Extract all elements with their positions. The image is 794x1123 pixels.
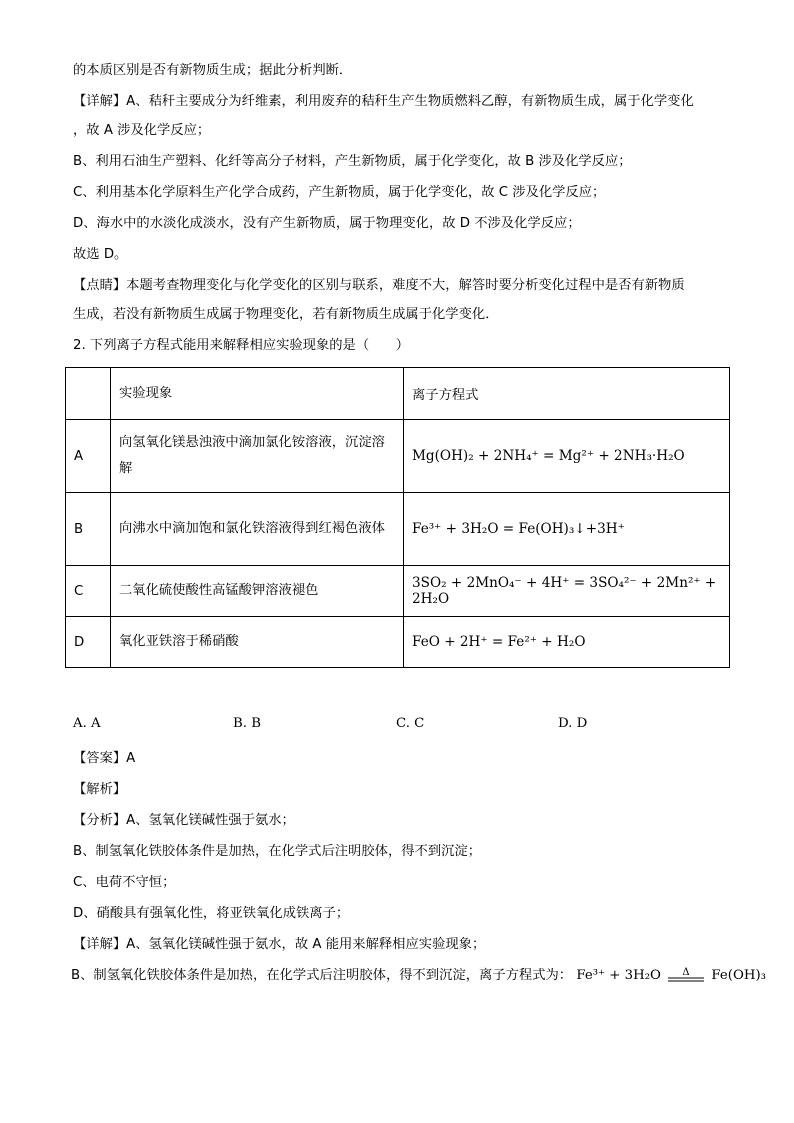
analysis-line: 【分析】A、氢氧化镁碱性强于氨水； [73,813,295,828]
option-b: B. B [233,716,261,731]
equation-lhs: Fe³⁺ + 3H₂O [576,968,661,983]
row-phenomenon: 二氧化硫使酸性高锰酸钾溶液褪色 [111,566,404,617]
document-page [71,62,766,998]
row-label: C [66,566,111,617]
question-title: 2. 下列离子方程式能用来解释相应实验现象的是（ ） [73,338,410,353]
option-a: A. A [73,716,101,731]
double-line-arrow-icon [667,967,705,983]
row-label: A [66,420,111,493]
table-header-cell: 离子方程式 [404,368,730,420]
text-line: B、利用石油生产塑料、化纤等高分子材料，产生新物质，属于化学变化，故 B 涉及化学反应； [73,154,632,169]
text-line: 【详解】A、秸秆主要成分为纤维素，利用废弃的秸秆生产生物质燃料乙醇，有新物质生成，属于化学变化 [73,94,694,109]
row-equation: Mg(OH)₂ + 2NH₄⁺ = Mg²⁺ + 2NH₃·H₂O [404,420,730,493]
table-row [66,566,730,617]
text-line: D、海水中的水淡化成淡水，没有产生新物质，属于物理变化，故 D 不涉及化学反应； [73,216,581,231]
analysis-line: 【详解】A、氢氧化镁碱性强于氨水，故 A 能用来解释相应实验现象； [73,937,486,952]
option-d: D. D [558,716,588,731]
row-phenomenon: 向氢氧化镁悬浊液中滴加氯化铵溶液，沉淀溶解 [111,420,404,493]
text-line: 的本质区别是否有新物质生成；据此分析判断． [73,63,353,78]
analysis-line: C、电荷不守恒； [73,875,176,890]
row-phenomenon: 氧化亚铁溶于稀硝酸 [111,617,404,668]
analysis-text: B、制氢氧化铁胶体条件是加热，在化学式后注明胶体，得不到沉淀，离子方程式为： [71,968,573,983]
answer-line: 【答案】A [73,751,136,766]
table-header-cell: 实验现象 [111,368,404,420]
row-label: B [66,493,111,566]
row-equation: Fe³⁺ + 3H₂O = Fe(OH)₃↓+3H⁺ [404,493,730,566]
table-header-cell [66,368,111,420]
text-line: 生成，若没有新物质生成属于物理变化，若有新物质生成属于化学变化． [73,307,499,322]
option-c: C. C [396,716,425,731]
analysis-line: B、制氢氧化铁胶体条件是加热，在化学式后注明胶体，得不到沉淀； [73,844,482,859]
table-row [66,493,730,566]
row-phenomenon: 向沸水中滴加饱和氯化铁溶液得到红褐色液体 [111,493,404,566]
heating-condition: Δ [682,967,690,978]
analysis-line: D、硝酸具有强氧化性，将亚铁氧化成铁离子； [73,906,350,921]
answer-options [73,716,733,736]
table-header-row [66,368,730,420]
table-row [66,420,730,493]
analysis-line [71,967,766,985]
question-table [65,367,730,668]
row-equation: 3SO₂ + 2MnO₄⁻ + 4H⁺ = 3SO₄²⁻ + 2Mn²⁺ + 2H₂O [404,566,730,617]
analysis-title: 【解析】 [73,782,127,797]
heating-equals-sign [667,967,705,983]
equation-rhs: Fe(OH)₃ [711,968,766,983]
row-label: D [66,617,111,668]
text-line: 故选 D。 [73,247,128,262]
table-row [66,617,730,668]
text-line: ，故 A 涉及化学反应； [73,123,211,138]
text-line: 【点睛】本题考查物理变化与化学变化的区别与联系，难度不大，解答时要分析变化过程中是否有新物质 [73,278,685,293]
text-line: C、利用基本化学原料生产化学合成药，产生新物质，属于化学变化，故 C 涉及化学反应； [73,185,606,200]
row-equation: FeO + 2H⁺ = Fe²⁺ + H₂O [404,617,730,668]
